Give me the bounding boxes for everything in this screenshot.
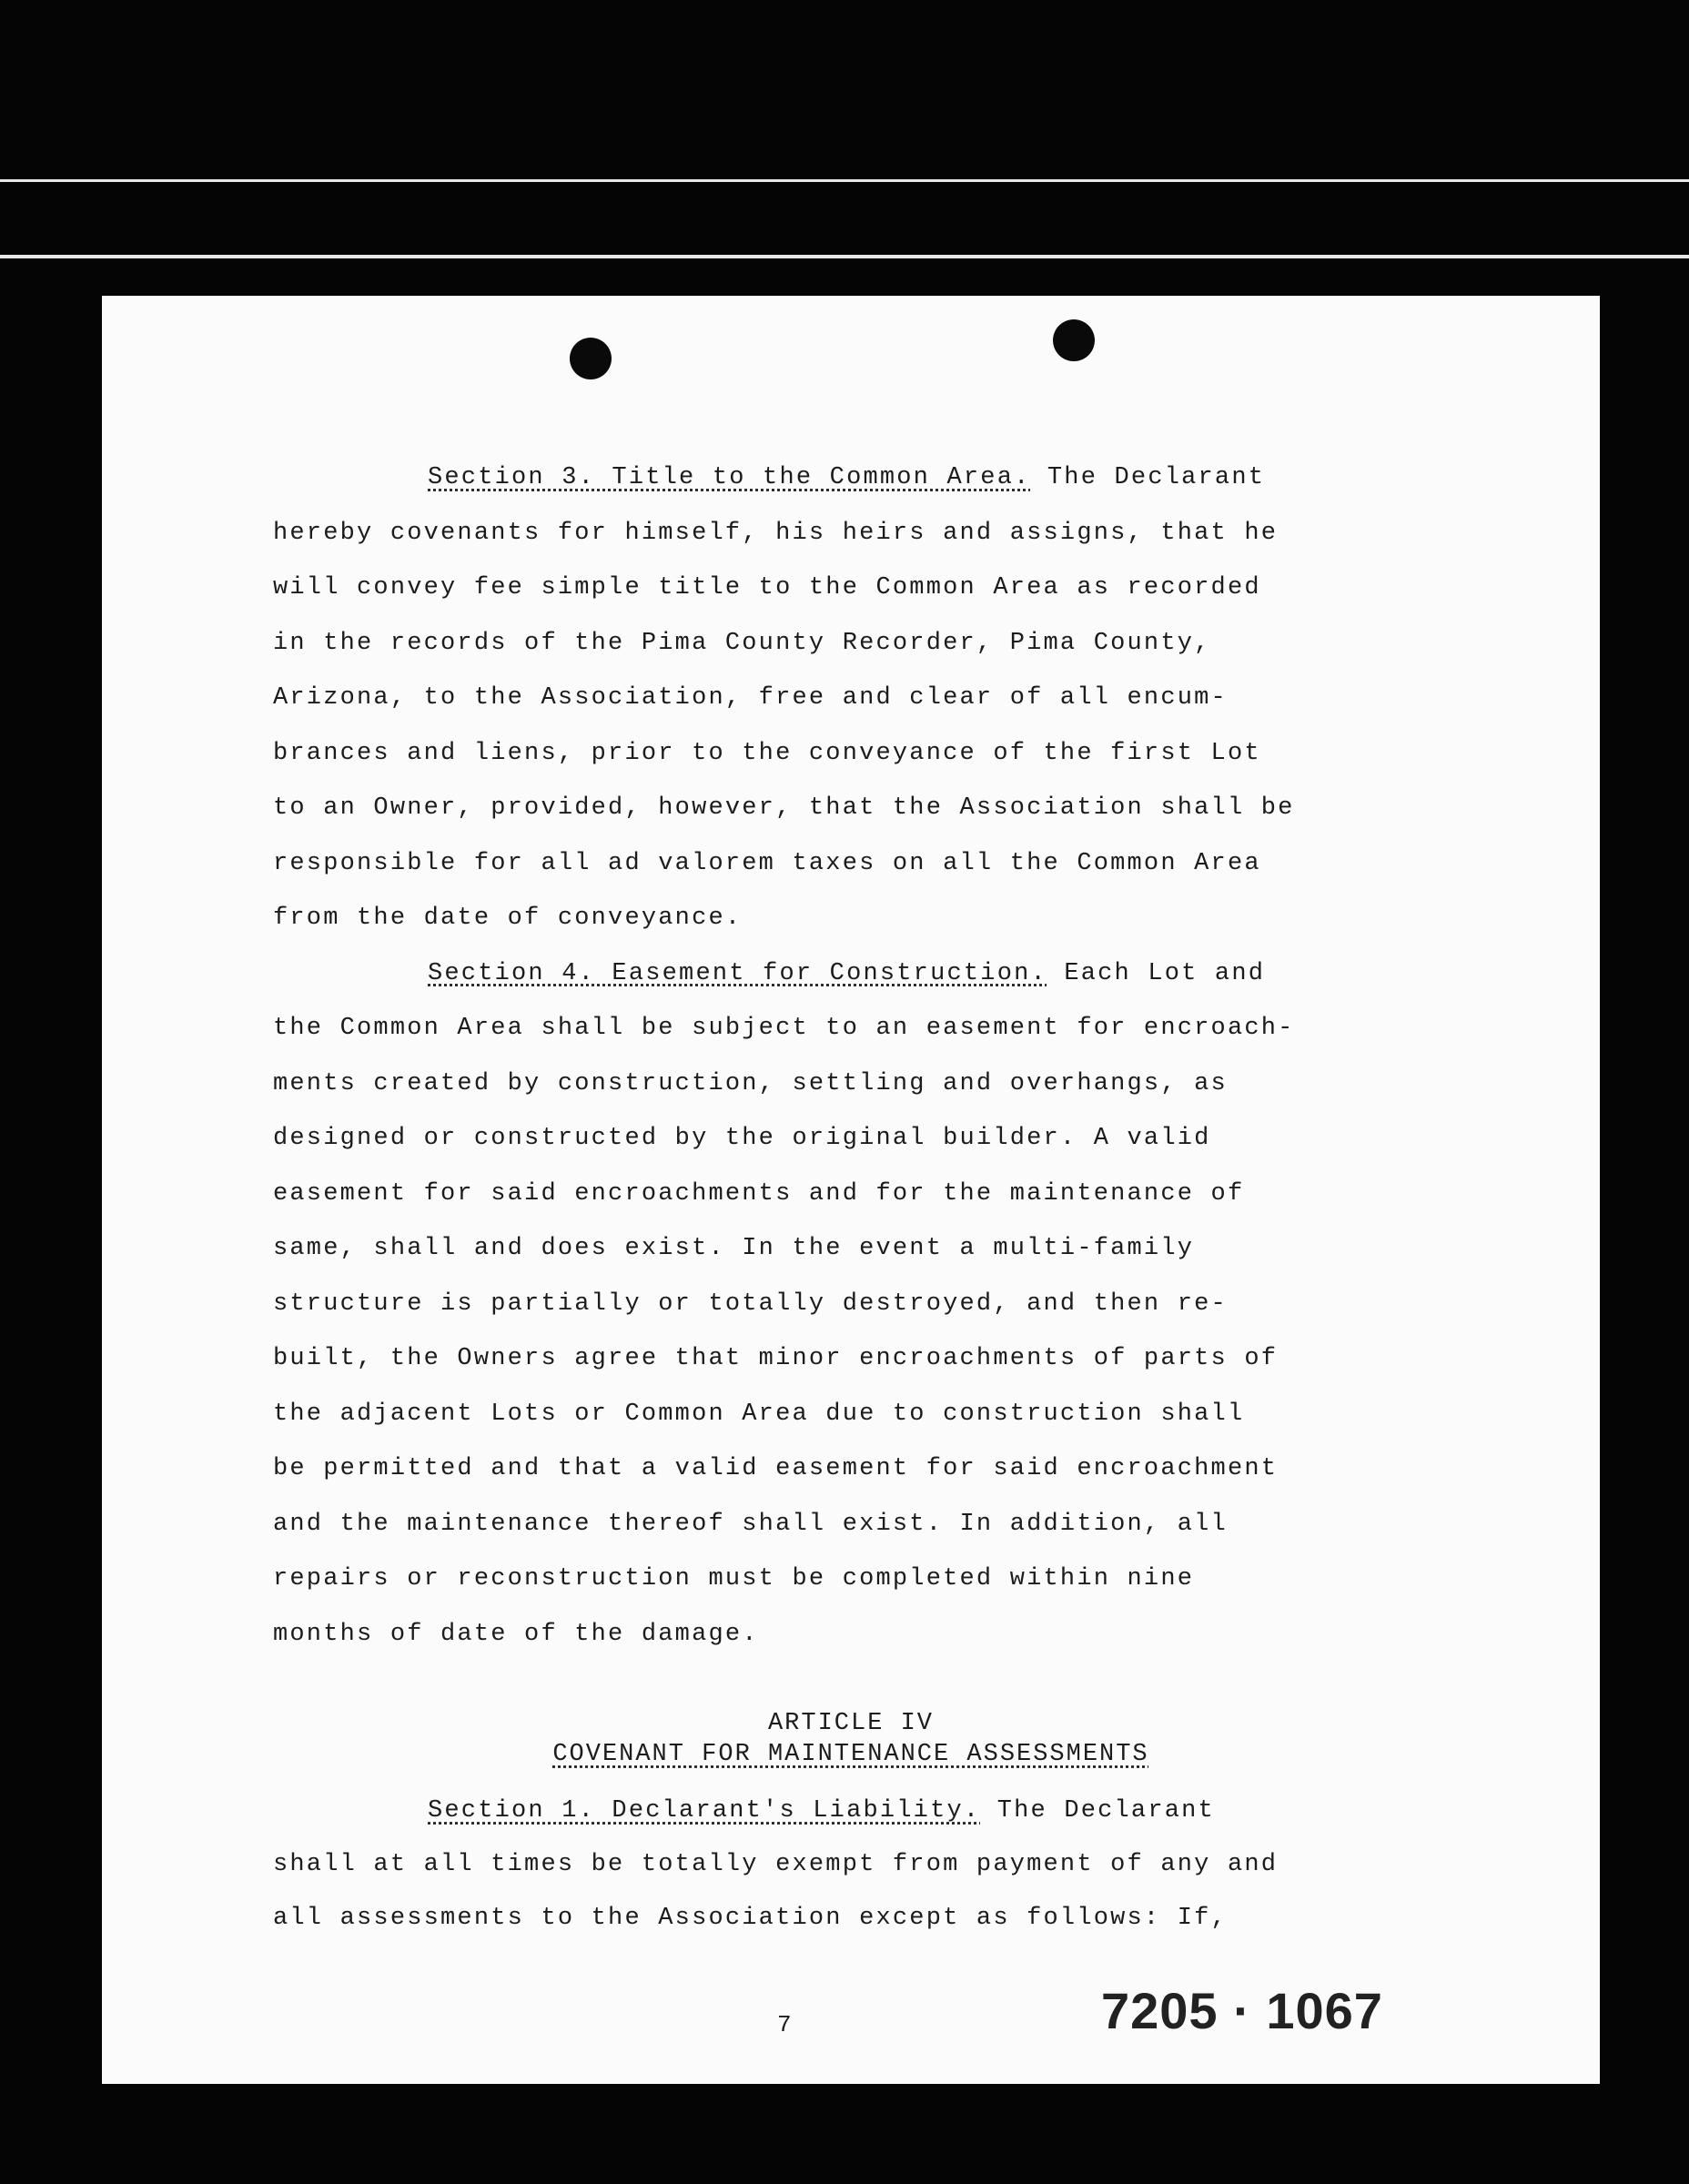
section-4-text: Each Lot and the Common Area shall be subject to an easement for encroach- ments created by construction, settling and overhangs, as designed or constructed by the original builder. A valid easement for said encroachments and for the maintenance of same, shall and does exist. In the event a multi-family structure is partially or totally destroyed, and then re- built, the Owners agree that minor encroachments of parts of the adjacent Lots or Common Area due to construction shall be permitted and that a valid easement for said encroachment and the maintenance thereof shall exist. In addition, all repairs or reconstruction must be completed within nine months of date of the damage. <box>273 959 1295 1648</box>
article-title: COVENANT FOR MAINTENANCE ASSESSMENTS <box>552 1741 1149 1768</box>
section-3-text: The Declarant hereby covenants for himself, his heirs and assigns, that he will convey fee simple title to the Common Area as recorded in the records of the Pima County Recorder, Pima County, Arizona, to the Association, free and clear of all encum- brances and liens, prior to the conveyance of the first Lot to an Owner, provided, however, that the Association shall be responsible for all ad valorem taxes on all the Common Area from the date of conveyance. <box>273 464 1295 932</box>
section-1-paragraph <box>273 1785 1456 1946</box>
document-page <box>102 296 1600 2084</box>
scan-line <box>0 255 1689 258</box>
punch-hole <box>1053 319 1095 361</box>
scan-line <box>0 179 1689 182</box>
section-4-paragraph <box>273 946 1456 1663</box>
section-4-heading: Section 4. Easement for Construction. <box>428 959 1047 987</box>
section-1-heading: Section 1. Declarant's Liability. <box>428 1797 981 1825</box>
section-1-text: The Declarant shall at all times be totally exempt from payment of any and all assessments to the Association except as follows: If, <box>273 1797 1279 1932</box>
body-text <box>273 450 1456 1662</box>
section-3-paragraph <box>273 450 1456 946</box>
punch-hole <box>570 338 612 379</box>
page-number: 7 <box>777 2011 792 2038</box>
recording-stamp: 7205 · 1067 <box>1101 1982 1383 2039</box>
section-3-heading: Section 3. Title to the Common Area. <box>428 464 1031 491</box>
article-number: ARTICLE IV <box>767 1710 935 1737</box>
